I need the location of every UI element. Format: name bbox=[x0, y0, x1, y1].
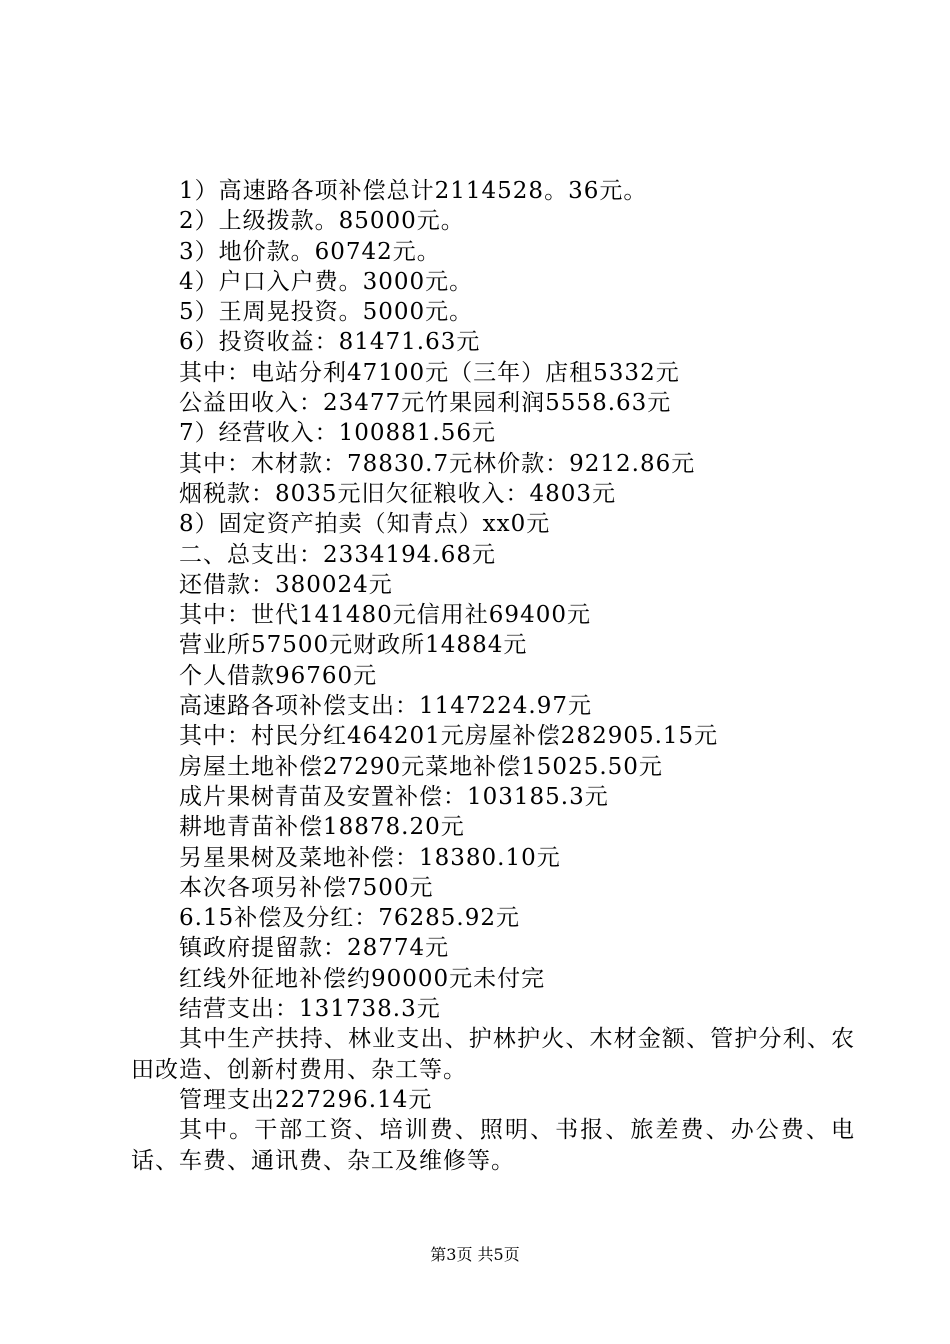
section-heading: 二、总支出：2334194.68元 bbox=[179, 541, 497, 568]
text-line: 结营支出：131738.3元 bbox=[179, 996, 441, 1023]
text-line: 2）上级拨款。85000元。 bbox=[179, 208, 465, 235]
text-line: 6）投资收益：81471.63元 bbox=[179, 329, 481, 356]
text-line: 8）固定资产拍卖（知青点）xx0元 bbox=[179, 511, 551, 538]
paragraph: 其中生产扶持、林业支出、护林护火、木材金额、管护分利、农田改造、创新村费用、杂工等。 bbox=[131, 1026, 855, 1083]
text-line: 红线外征地补偿约90000元未付完 bbox=[179, 965, 546, 992]
text-line: 成片果树青苗及安置补偿：103185.3元 bbox=[179, 783, 609, 810]
text-line: 其中：木材款：78830.7元林价款：9212.86元 bbox=[179, 450, 696, 477]
text-line: 5）王周晃投资。5000元。 bbox=[179, 299, 474, 326]
text-line: 烟税款：8035元旧欠征粮收入：4803元 bbox=[179, 480, 617, 507]
text-line: 镇政府提留款：28774元 bbox=[179, 935, 450, 962]
text-line: 公益田收入：23477元竹果园利润5558.63元 bbox=[179, 390, 672, 417]
text-line: 房屋土地补偿27290元菜地补偿15025.50元 bbox=[179, 753, 663, 780]
text-line: 其中：电站分利47100元（三年）店租5332元 bbox=[179, 359, 680, 386]
text-line: 还借款：380024元 bbox=[179, 571, 393, 598]
text-line: 7）经营收入：100881.56元 bbox=[179, 420, 497, 447]
text-line: 耕地青苗补偿18878.20元 bbox=[179, 814, 465, 841]
paragraph: 其中。干部工资、培训费、照明、书报、旅差费、办公费、电话、车费、通讯费、杂工及维修等。 bbox=[131, 1117, 855, 1174]
text-line: 其中：世代141480元信用社69400元 bbox=[179, 602, 591, 629]
text-line: 个人借款96760元 bbox=[179, 662, 378, 689]
text-line: 其中：村民分红464201元房屋补偿282905.15元 bbox=[179, 723, 719, 750]
text-line: 6.15补偿及分红：76285.92元 bbox=[179, 905, 520, 932]
text-line: 4）户口入户费。3000元。 bbox=[179, 268, 474, 295]
text-line: 另星果树及菜地补偿：18380.10元 bbox=[179, 844, 561, 871]
text-line: 高速路各项补偿支出：1147224.97元 bbox=[179, 693, 593, 720]
document-body bbox=[131, 176, 855, 1176]
text-line: 管理支出227296.14元 bbox=[179, 1086, 433, 1113]
text-line: 本次各项另补偿7500元 bbox=[179, 874, 434, 901]
text-line: 3）地价款。60742元。 bbox=[179, 238, 441, 265]
page-number: 第3页 共5页 bbox=[430, 1245, 520, 1264]
text-line: 1）高速路各项补偿总计2114528。36元。 bbox=[179, 178, 648, 204]
text-line: 营业所57500元财政所14884元 bbox=[179, 632, 528, 659]
